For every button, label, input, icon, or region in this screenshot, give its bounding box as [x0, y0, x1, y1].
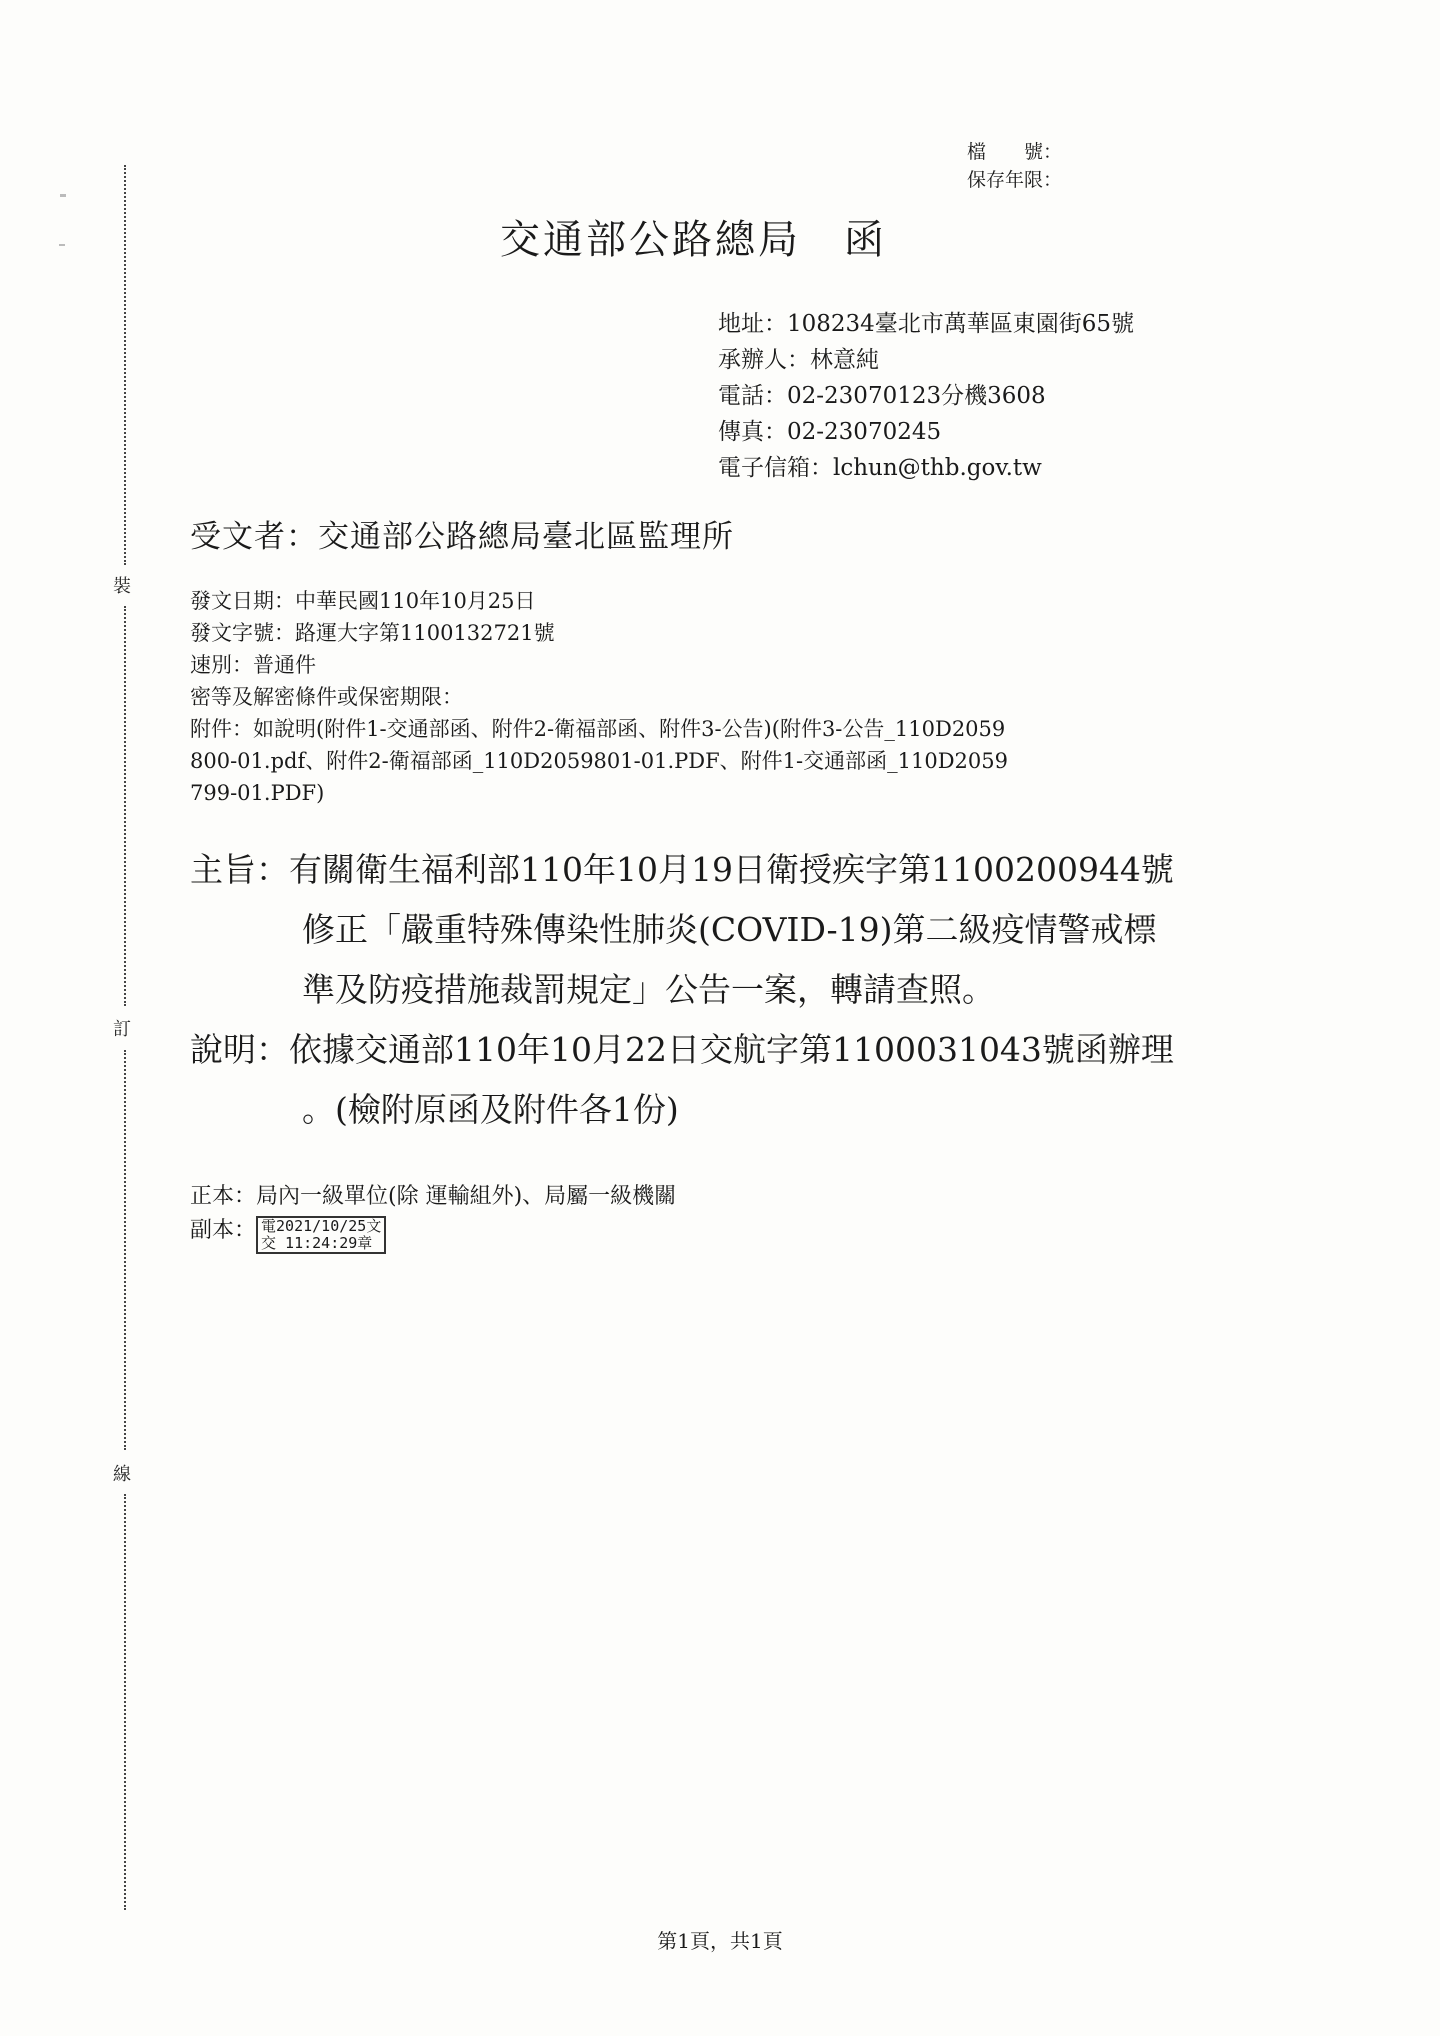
retention-label: 保存年限：: [966, 169, 1062, 191]
explanation-line: 說明：依據交通部110年10月22日交航字第1100031043號函辦理: [190, 1030, 1174, 1069]
phone: 電話：02-23070123分機3608: [718, 383, 1046, 409]
page-number: 第1頁，共1頁: [657, 1929, 783, 1953]
binding-line-mid-a: [124, 606, 126, 1006]
attachments-line: 799-01.PDF): [190, 781, 325, 805]
stamp-line: 交 11:24:29章: [261, 1234, 373, 1252]
copies-block: [190, 1180, 676, 1254]
attachments-line: 附件：如說明(附件1-交通部函、附件2-衛福部函、附件3-公告)(附件3-公告_110D2059: [190, 717, 1006, 741]
secrecy-level: 密等及解密條件或保密期限：: [190, 685, 463, 709]
copy-label: 副本：: [190, 1218, 257, 1243]
file-meta: [967, 138, 1062, 194]
copy-row: [190, 1214, 676, 1254]
stamp-line: 電2021/10/25文: [261, 1217, 382, 1235]
subject-line: 準及防疫措施裁罰規定」公告一案，轉請查照。: [302, 970, 995, 1009]
binding-char-top: 裝: [113, 576, 131, 597]
issue-number: 發文字號：路運大字第1100132721號: [190, 621, 555, 645]
binding-line-mid-b: [124, 1050, 126, 1450]
binding-char-middle: 訂: [113, 1019, 131, 1040]
delivery-speed: 速別：普通件: [190, 653, 316, 677]
binding-line-upper: [124, 165, 126, 565]
address: 地址：108234臺北市萬華區東園街65號: [718, 311, 1135, 337]
subject-block: [190, 840, 1174, 1140]
explanation-line: 。(檢附原函及附件各1份): [302, 1090, 679, 1129]
electronic-stamp: [256, 1216, 386, 1254]
document-title: 交通部公路總局 函: [500, 217, 887, 263]
attachments-line: 800-01.pdf、附件2-衛福部函_110D2059801-01.PDF、附件1-交通部函_110D2059: [190, 749, 1008, 773]
scan-mark: [59, 244, 65, 246]
handler: 承辦人：林意純: [718, 347, 879, 373]
scan-mark: [60, 194, 66, 197]
file-number-label: 檔 號：: [966, 141, 1062, 163]
subject-line: 修正「嚴重特殊傳染性肺炎(COVID-19)第二級疫情警戒標: [302, 910, 1157, 949]
recipient: 受文者：交通部公路總局臺北區監理所: [190, 519, 734, 555]
issuance-meta: [190, 585, 1008, 809]
binding-char-bottom: 線: [113, 1464, 131, 1485]
contact-block: [718, 306, 1134, 486]
issue-date: 發文日期：中華民國110年10月25日: [190, 589, 536, 613]
fax: 傳真：02-23070245: [718, 419, 942, 445]
subject-line: 主旨：有關衛生福利部110年10月19日衛授疾字第1100200944號: [190, 850, 1174, 889]
binding-line-lower: [124, 1494, 126, 1910]
original-recipients: 正本：局內一級單位(除 運輸組外)、局屬一級機關: [190, 1184, 677, 1209]
email: 電子信箱：lchun@thb.gov.tw: [718, 455, 1042, 481]
